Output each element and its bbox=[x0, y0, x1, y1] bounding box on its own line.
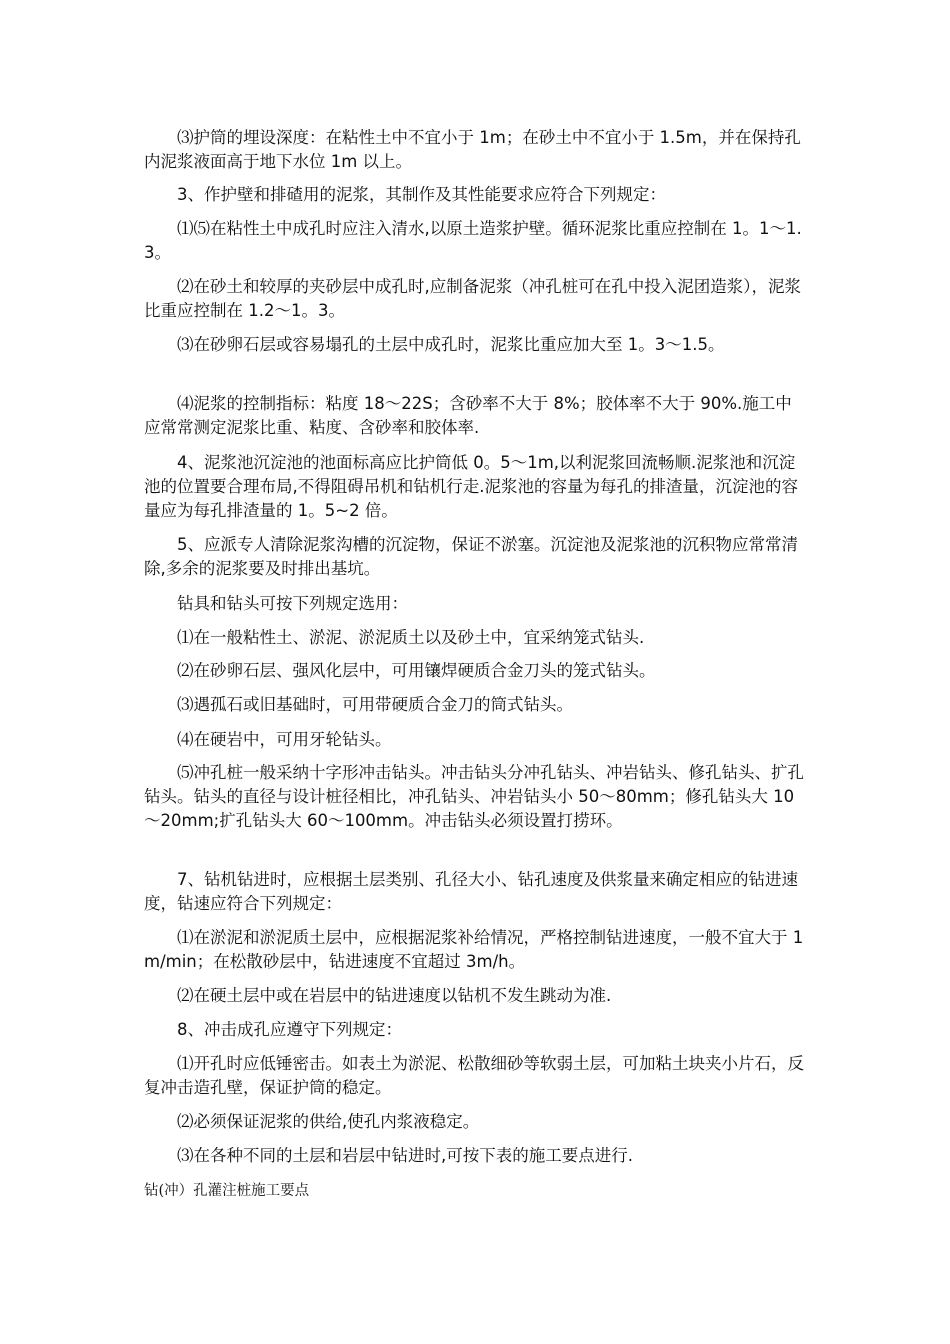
paragraph-impact-drill: ⑸冲孔桩一般采纳十字形冲击钻头。冲击钻头分冲孔钻头、冲岩钻头、修孔钻头、扩孔钻头。钻头的直径与设计桩径相比，冲孔钻头、冲岩钻头小 50～80mm；修孔钻头大 10～20mm;扩孔钻头大 60～100mm。冲击钻头必须设置打捞环。 bbox=[144, 763, 804, 830]
paragraph-mud-rules-heading: 3、作护壁和排碴用的泥浆，其制作及其性能要求应符合下列规定： bbox=[177, 185, 666, 204]
paragraph-drill-boulder: ⑶遇孤石或旧基础时，可用带硬质合金刀的筒式钻头。 bbox=[177, 695, 573, 714]
paragraph-mud-pool: 4、泥浆池沉淀池的池面标高应比护筒低 0。5～1m,以利泥浆回流畅顺.泥浆池和沉淀池的位置要合理布局,不得阻碍吊机和钻机行走.泥浆池的容量为每孔的排渣量，沉淀池的容量应为每孔排渣量的 1。5~2 倍。 bbox=[144, 453, 798, 520]
paragraph-impact-mud-supply: ⑵必须保证泥浆的供给,使孔内浆液稳定。 bbox=[177, 1112, 480, 1131]
paragraph-drill-selection-heading: 钻具和钻头可按下列规定选用： bbox=[177, 594, 408, 613]
paragraph-impact-layers: ⑶在各种不同的土层和岩层中钻进时,可按下表的施工要点进行. bbox=[177, 1146, 633, 1165]
paragraph-impact-rules-heading: 8、冲击成孔应遵守下列规定： bbox=[177, 1020, 402, 1039]
paragraph-impact-start: ⑴开孔时应低锤密击。如表土为淤泥、松散细砂等软弱土层，可加粘土块夹小片石，反复冲击造孔壁，保证护筒的稳定。 bbox=[144, 1054, 804, 1097]
paragraph-drill-gravel: ⑵在砂卵石层、强风化层中，可用镶焊硬质合金刀头的笼式钻头。 bbox=[177, 661, 656, 680]
paragraph-clay-mud: ⑴⑸在粘性土中成孔时应注入清水,以原土造浆护壁。循环泥浆比重应控制在 1。1～1.3。 bbox=[144, 219, 802, 262]
paragraph-mud-indicators: ⑷泥浆的控制指标：粘度 18～22S；含砂率不大于 8%；胶体率不大于 90%.施工中应常常测定泥浆比重、粘度、含砂率和胶体率. bbox=[144, 394, 792, 437]
paragraph-drilling-speed-heading: 7、钻机钻进时，应根据土层类别、孔径大小、钻孔速度及供浆量来确定相应的钻进速度，钻速应符合下列规定： bbox=[144, 870, 798, 913]
table-caption: 钻(冲）孔灌注桩施工要点 bbox=[144, 1183, 310, 1199]
paragraph-sediment-clearing: 5、应派专人清除泥浆沟槽的沉淀物，保证不淤塞。沉淀池及泥浆池的沉积物应常常清除,多余的泥浆要及时排出基坑。 bbox=[144, 535, 798, 578]
paragraph-drill-hard-rock: ⑷在硬岩中，可用牙轮钻头。 bbox=[177, 730, 392, 749]
paragraph-drill-clay: ⑴在一般粘性土、淤泥、淤泥质土以及砂土中，宜采纳笼式钻头. bbox=[177, 628, 645, 647]
paragraph-speed-hard-soil: ⑵在硬土层中或在岩层中的钻进速度以钻机不发生跳动为准. bbox=[177, 986, 612, 1005]
paragraph-casing-depth: ⑶护筒的埋设深度：在粘性土中不宜小于 1m；在砂土中不宜小于 1.5m，并在保持孔内泥浆液面高于地下水位 1m 以上。 bbox=[144, 128, 801, 171]
paragraph-sand-mud: ⑵在砂土和较厚的夹砂层中成孔时,应制备泥浆（冲孔桩可在孔中投入泥团造浆），泥浆比重应控制在 1.2～1。3。 bbox=[144, 277, 801, 320]
paragraph-speed-silt: ⑴在淤泥和淤泥质土层中，应根据泥浆补给情况，严格控制钻进速度，一般不宜大于 1m/min；在松散砂层中，钻进速度不宜超过 3m/h。 bbox=[144, 928, 804, 971]
paragraph-gravel-mud: ⑶在砂卵石层或容易塌孔的土层中成孔时，泥浆比重应加大至 1。3～1.5。 bbox=[177, 335, 725, 354]
